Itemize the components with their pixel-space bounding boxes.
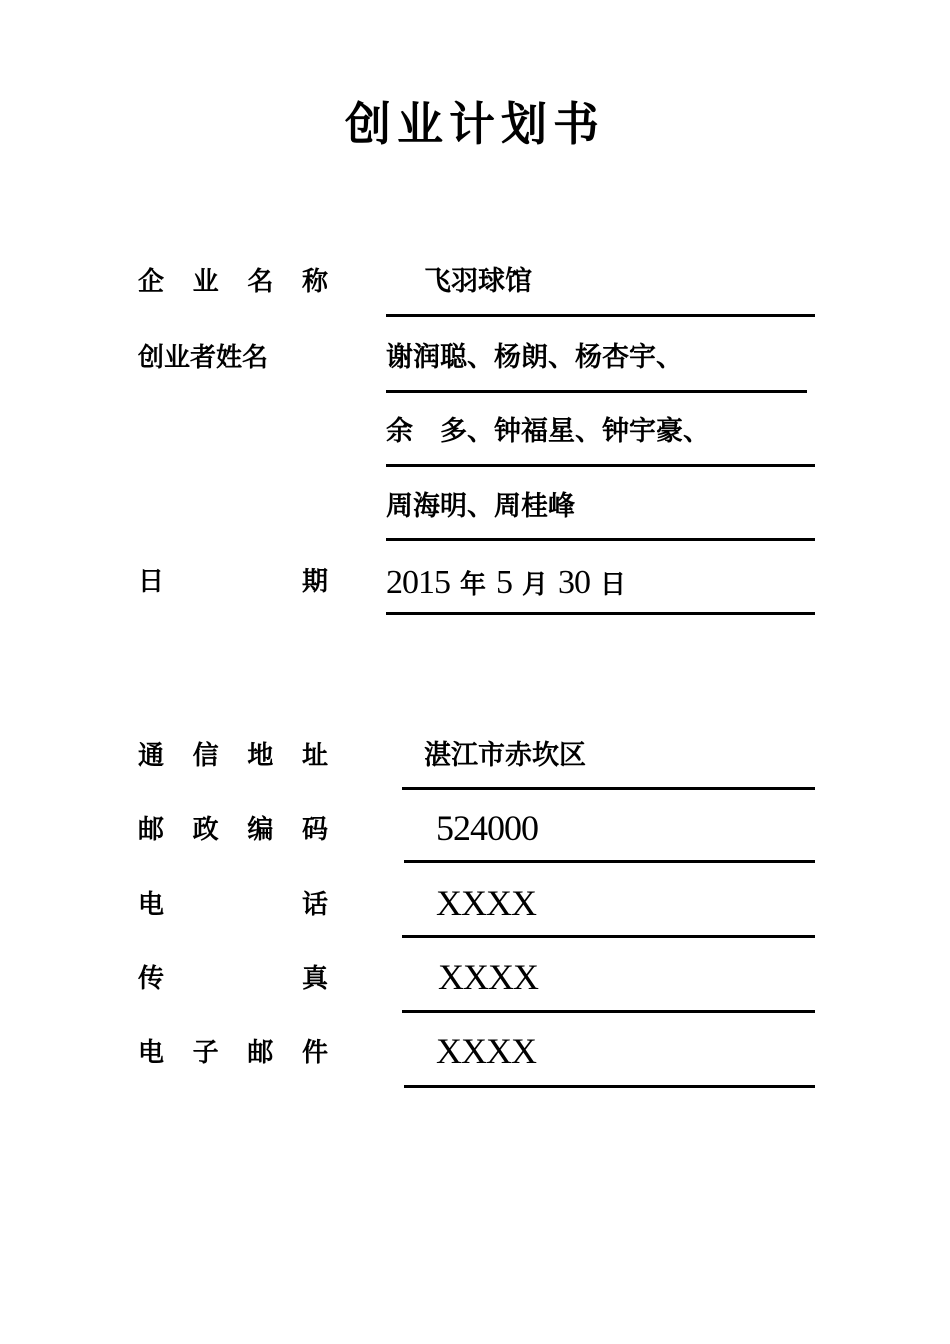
address-value: 湛江市赤坎区: [424, 740, 586, 771]
postcode-value: 524000: [436, 808, 538, 848]
founders-underline-2: [386, 464, 815, 467]
date-value: [386, 563, 636, 603]
phone-label: 电 话: [138, 890, 328, 920]
founders-underline-3: [386, 538, 815, 541]
founders-underline-1: [386, 390, 807, 393]
address-underline: [402, 787, 815, 790]
date-underline: [386, 612, 815, 615]
date-label: 日 期: [138, 567, 328, 597]
date-day: 30: [558, 564, 591, 601]
fax-value: XXXX: [438, 957, 538, 997]
fax-label: 传 真: [138, 964, 328, 994]
company-name-label: 企 业 名 称: [138, 267, 328, 297]
phone-underline: [402, 935, 815, 938]
email-value: XXXX: [436, 1031, 536, 1071]
postcode-label: 邮 政 编 码: [138, 815, 328, 845]
founders-line-3: 周海明、周桂峰: [386, 491, 575, 522]
founders-line-2: 余 多、钟福星、钟宇豪、: [386, 416, 710, 447]
founders-label: 创业者姓名: [138, 343, 269, 373]
phone-value: XXXX: [436, 883, 536, 923]
email-label: 电 子 邮 件: [138, 1038, 328, 1068]
email-underline: [404, 1085, 815, 1088]
postcode-underline: [404, 860, 815, 863]
company-name-value: 飞羽球馆: [424, 266, 532, 297]
date-day-unit: 日: [600, 570, 627, 600]
company-name-underline: [386, 314, 815, 317]
date-month-unit: 月: [522, 570, 549, 600]
date-year: 2015: [386, 564, 450, 601]
date-month: 5: [496, 564, 513, 601]
date-year-unit: 年: [460, 570, 487, 600]
address-label: 通 信 地 址: [138, 741, 328, 771]
fax-underline: [402, 1010, 815, 1013]
founders-line-1: 谢润聪、杨朗、杨杏宇、: [386, 342, 683, 373]
document-title: 创业计划书: [345, 97, 605, 151]
